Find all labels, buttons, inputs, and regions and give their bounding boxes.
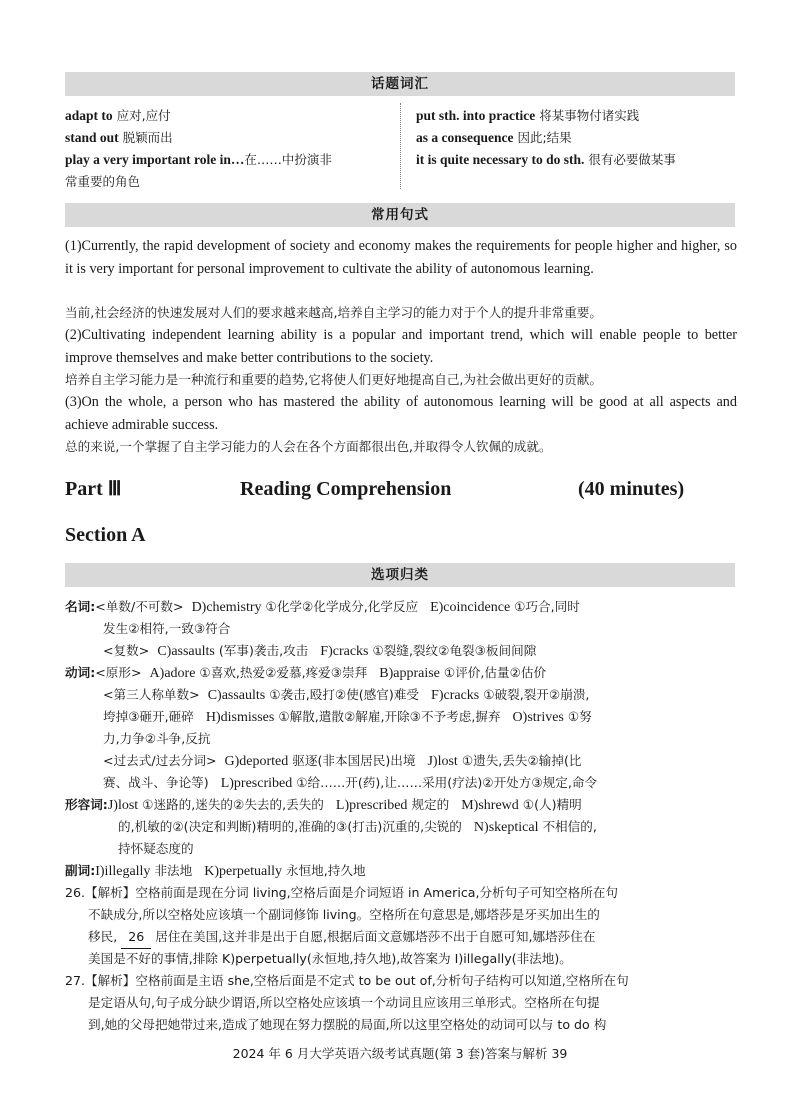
part-time: (40 minutes)	[578, 478, 685, 500]
options-header: 选项归类	[65, 563, 735, 587]
sentence-3-en: (3)On the whole, a person who has mastered the ability of autonomous learning will be good at all aspects and achieve admirable success.	[65, 394, 737, 433]
sentence-2-en: (2)Cultivating independent learning ability is a popular and important trend, which will enable people to better improve themselves and make better contributions to the society.	[65, 327, 737, 366]
options-line-10: 形容词:J)lost ①迷路的,迷失的②失去的,丢失的 L)prescribed 规定的 M)shrewd ①(人)精明	[65, 797, 582, 813]
part-label: Part Ⅲ	[65, 478, 122, 500]
vocab-left-2: stand out 脱颖而出	[65, 130, 173, 145]
topic-vocab-header: 话题词汇	[65, 72, 735, 96]
section-title: Section A	[65, 524, 146, 546]
options-line-11: 的,机敏的②(决定和判断)精明的,准确的③(打击)沉重的,尖锐的 N)skeptical 不相信的,	[118, 819, 597, 835]
vocab-right-2: as a consequence 因此;结果	[416, 130, 572, 145]
vocab-left-1: adapt to 应对,应付	[65, 108, 171, 123]
q26-line-1: 26.【解析】空格前面是现在分词 living,空格后面是介词短语 in America,分析句子可知空格所在句	[65, 885, 618, 900]
sentences-header: 常用句式	[65, 203, 735, 227]
vocab-divider	[400, 103, 401, 189]
options-line-3: <复数> C)assaults (军事)袭击,攻击 F)cracks ①裂缝,裂纹②龟裂③板间间隙	[103, 643, 537, 659]
q27-line-3: 到,她的父母把她带过来,造成了她现在努力摆脱的局面,所以这里空格处的动词可以与 to do 构	[88, 1017, 607, 1032]
options-line-2: 发生②相符,一致③符合	[103, 621, 231, 636]
page-footer: 2024 年 6 月大学英语六级考试真题(第 3 套)答案与解析 39	[232, 1046, 568, 1061]
options-line-1: 名词:<单数/不可数> D)chemistry ①化学②化学成分,化学反应 E)coincidence ①巧合,同时	[65, 599, 580, 615]
sentence-3-cn: 总的来说,一个掌握了自主学习能力的人会在各个方面都很出色,并取得令人钦佩的成就。	[65, 439, 552, 454]
options-line-8: <过去式/过去分词> G)deported 驱逐(非本国居民)出境 J)lost ①遗失,丢失②输掉(比	[103, 753, 582, 769]
options-line-5: <第三人称单数> C)assaults ①袭击,殴打②使(感官)难受 F)cracks ①破裂,裂开②崩溃,	[103, 687, 590, 703]
options-line-7: 力,力争②斗争,反抗	[103, 731, 211, 746]
vocab-right-1: put sth. into practice 将某事物付诸实践	[416, 108, 640, 123]
q26-line-3: 移民, 26 居住在美国,这并非是出于自愿,根据后面文意娜塔莎不出于自愿可知,娜塔莎住在	[88, 926, 595, 949]
vocab-left-4: 常重要的角色	[65, 174, 141, 189]
sentence-2-cn: 培养自主学习能力是一种流行和重要的趋势,它将使人们更好地提高自己,为社会做出更好的贡献。	[65, 372, 602, 387]
sentence-1-cn: 当前,社会经济的快速发展对人们的要求越来越高,培养自主学习的能力对于个人的提升非常重要。	[65, 305, 602, 320]
options-line-4: 动词:<原形> A)adore ①喜欢,热爱②爱慕,疼爱③崇拜 B)appraise ①评价,估量②估价	[65, 665, 547, 681]
q27-line-1: 27.【解析】空格前面是主语 she,空格后面是不定式 to be out of,分析句子结构可以知道,空格所在句	[65, 973, 629, 988]
options-line-13: 副词:I)illegally 非法地 K)perpetually 永恒地,持久地	[65, 863, 366, 879]
vocab-right-3: it is quite necessary to do sth. 很有必要做某事	[416, 152, 676, 167]
part-title: Reading Comprehension	[240, 478, 452, 500]
vocab-left-3: play a very important role in…在……中扮演非	[65, 152, 332, 167]
q26-blank: 26	[121, 926, 151, 949]
q27-line-2: 是定语从句,句子成分缺少谓语,所以空格处应该填一个动词且应该用三单形式。空格所在句提	[88, 995, 600, 1010]
q26-line-2: 不缺成分,所以空格处应该填一个副词修饰 living。空格所在句意思是,娜塔莎是牙买加出生的	[88, 907, 600, 922]
options-line-6: 垮掉③砸开,砸碎 H)dismisses ①解散,遣散②解雇,开除③不予考虑,摒弃 O)strives ①努	[103, 709, 592, 725]
q26-line-4: 美国是不好的事情,排除 K)perpetually(永恒地,持久地),故答案为 I)illegally(非法地)。	[88, 951, 572, 966]
options-line-12: 持怀疑态度的	[118, 841, 194, 856]
options-line-9: 赛、战斗、争论等) L)prescribed ①给……开(药),让……采用(疗法)②开处方③规定,命令	[103, 775, 598, 791]
sentence-1-en: (1)Currently, the rapid development of society and economy makes the requirements for people higher and higher, so it is very important for personal improvement to cultivate the ability of autonomous learning.	[65, 238, 737, 277]
